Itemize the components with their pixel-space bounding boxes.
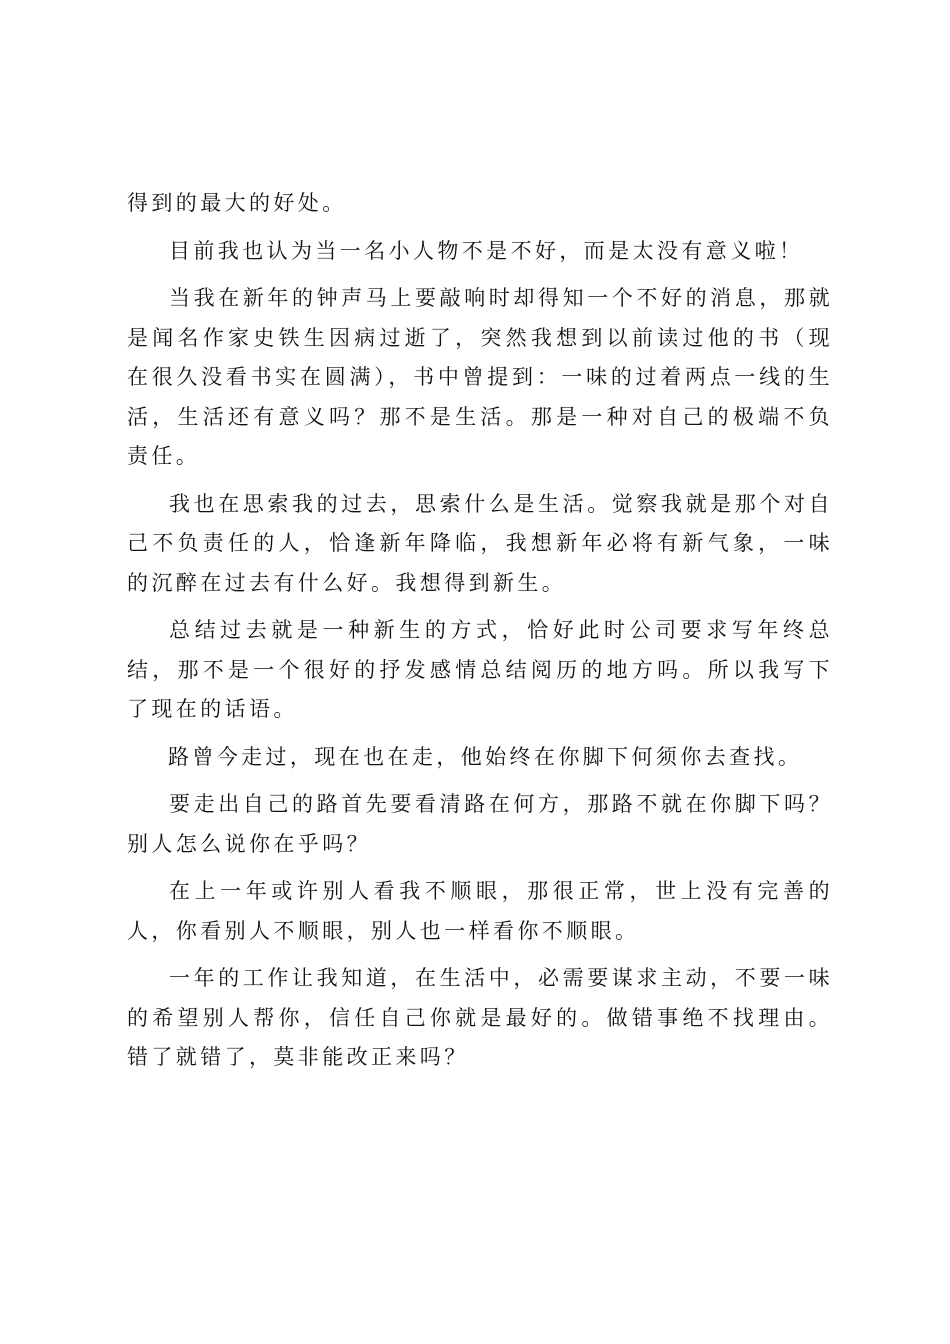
paragraph: 当我在新年的钟声马上要敲响时却得知一个不好的消息，那就是闻名作家史铁生因病过逝了，突然我想到以前读过他的书（现在很久没看书实在圆满），书中曾提到：一味的过着两点一线的生活，生活还有意义吗？那不是生活。那是一种对自己的极端不负责任。 [127,286,833,468]
paragraph: 在上一年或许别人看我不顺眼，那很正常，世上没有完善的人，你看别人不顺眼，别人也一样看你不顺眼。 [127,879,833,943]
paragraph: 一年的工作让我知道，在生活中，必需要谋求主动，不要一味的希望别人帮你，信任自己你就是最好的。做错事绝不找理由。错了就错了，莫非能改正来吗？ [127,966,833,1069]
paragraph: 我也在思索我的过去，思索什么是生活。觉察我就是那个对自己不负责任的人，恰逢新年降临，我想新年必将有新气象，一味的沉醉在过去有什么好。我想得到新生。 [127,491,833,595]
paragraph: 目前我也认为当一名小人物不是不好，而是太没有意义啦！ [169,238,804,263]
paragraph: 路曾今走过，现在也在走，他始终在你脚下何须你去查找。 [167,744,803,769]
paragraph-continuation: 得到的最大的好处。 [127,191,347,215]
paragraph: 要走出自己的路首先要看清路在何方，那路不就在你脚下吗？别人怎么说你在乎吗？ [127,792,833,856]
body-text [127,184,833,1086]
paragraph: 总结过去就是一种新生的方式，恰好此时公司要求写年终总结，那不是一个很好的抒发感情总结阅历的地方吗。所以我写下了现在的话语。 [127,618,833,721]
